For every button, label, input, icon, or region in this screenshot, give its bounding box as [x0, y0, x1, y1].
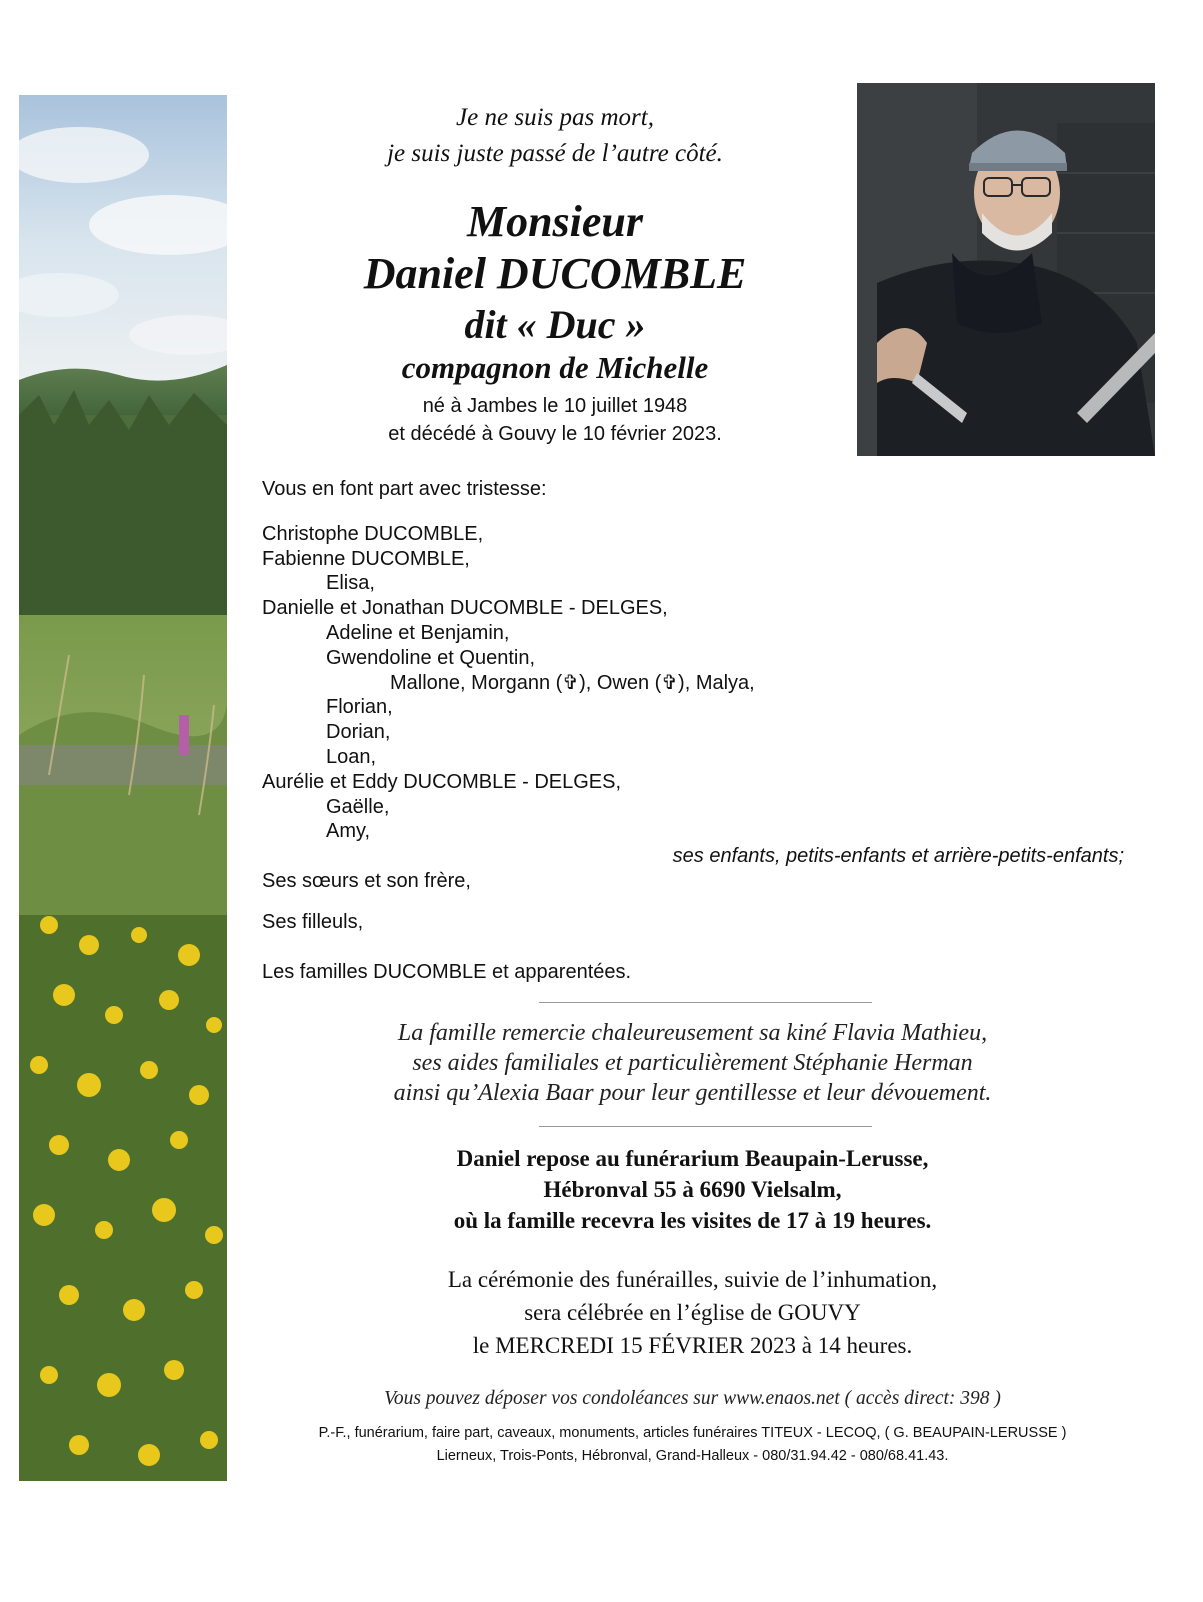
- godchildren-line: Ses filleuls,: [262, 910, 364, 933]
- family-member: Gwendoline et Quentin,: [326, 646, 536, 669]
- repose-line-3: où la famille recevra les visites de 17 à 19 heures.: [453, 1208, 932, 1233]
- ceremony-line-2: sera célébrée en l’église de GOUVY: [524, 1300, 861, 1325]
- ceremony-info: [300, 1263, 1085, 1362]
- family-announcement: [262, 477, 1132, 984]
- death-line: et décédé à Gouvy le 10 février 2023.: [388, 423, 722, 445]
- family-member: Loan,: [326, 745, 377, 768]
- birth-death-dates: [300, 392, 810, 448]
- quote-line-1: Je ne suis pas mort,: [456, 104, 654, 131]
- family-member: Aurélie et Eddy DUCOMBLE - DELGES,: [262, 770, 622, 793]
- nickname: dit « Duc »: [464, 302, 646, 347]
- thanks-line-3: ainsi qu’Alexia Baar pour leur gentillesse et leur dévouement.: [393, 1080, 992, 1106]
- partner-line: compagnon de Michelle: [401, 350, 709, 385]
- family-member: Gaëlle,: [326, 795, 390, 818]
- portrait-photo: [857, 83, 1155, 456]
- family-member: Amy,: [326, 820, 371, 843]
- family-member: Dorian,: [326, 721, 391, 744]
- footer-line-2: Lierneux, Trois-Ponts, Hébronval, Grand-Halleux - 080/31.94.42 - 080/68.41.43.: [436, 1448, 949, 1464]
- families-line: Les familles DUCOMBLE et apparentées.: [262, 960, 632, 983]
- funeral-home-footer: [250, 1422, 1135, 1468]
- family-member: Danielle et Jonathan DUCOMBLE - DELGES,: [262, 597, 668, 620]
- deceased-name: Daniel DUCOMBLE: [363, 249, 747, 298]
- landscape-photo: [19, 95, 227, 1481]
- repose-info: [300, 1143, 1085, 1236]
- repose-line-1: Daniel repose au funérarium Beaupain-Lerusse,: [456, 1146, 929, 1171]
- family-member: Christophe DUCOMBLE,: [262, 522, 484, 545]
- thanks-line-1: La famille remercie chaleureusement sa kiné Flavia Mathieu,: [397, 1020, 988, 1046]
- thanks-line-2: ses aides familiales et particulièrement Stéphanie Herman: [412, 1050, 973, 1076]
- ceremony-line-1: La cérémonie des funérailles, suivie de l’inhumation,: [447, 1267, 938, 1292]
- thanks-message: [300, 1018, 1085, 1108]
- family-member: Elisa,: [326, 572, 375, 595]
- quote-line-2: je suis juste passé de l’autre côté.: [387, 140, 723, 167]
- birth-line: né à Jambes le 10 juillet 1948: [422, 395, 688, 417]
- epitaph-quote: [300, 100, 810, 172]
- announcement-intro: Vous en font part avec tristesse:: [262, 478, 547, 500]
- repose-line-2: Hébronval 55 à 6690 Vielsalm,: [543, 1177, 842, 1202]
- family-member: Fabienne DUCOMBLE,: [262, 547, 470, 570]
- family-member: Mallone, Morgann (✞), Owen (✞), Malya,: [390, 671, 755, 694]
- family-member: Adeline et Benjamin,: [326, 621, 510, 644]
- siblings-line: Ses sœurs et son frère,: [262, 869, 471, 892]
- divider: [539, 1126, 872, 1127]
- divider: [539, 1002, 872, 1003]
- ceremony-line-3: le MERCREDI 15 FÉVRIER 2023 à 14 heures.: [472, 1333, 913, 1358]
- family-member: Florian,: [326, 696, 393, 719]
- children-caption: ses enfants, petits-enfants et arrière-petits-enfants;: [672, 845, 1124, 868]
- family-member-list: [262, 522, 1132, 844]
- deceased-name-block: [300, 196, 810, 386]
- footer-line-1: P.-F., funérarium, faire part, caveaux, monuments, articles funéraires TITEUX - LECOQ, ( G. BEAUPAIN-LERUSSE ): [318, 1425, 1067, 1441]
- condolences-note: Vous pouvez déposer vos condoléances sur www.enaos.net ( accès direct: 398 ): [384, 1388, 1001, 1409]
- honorific: Monsieur: [466, 197, 644, 246]
